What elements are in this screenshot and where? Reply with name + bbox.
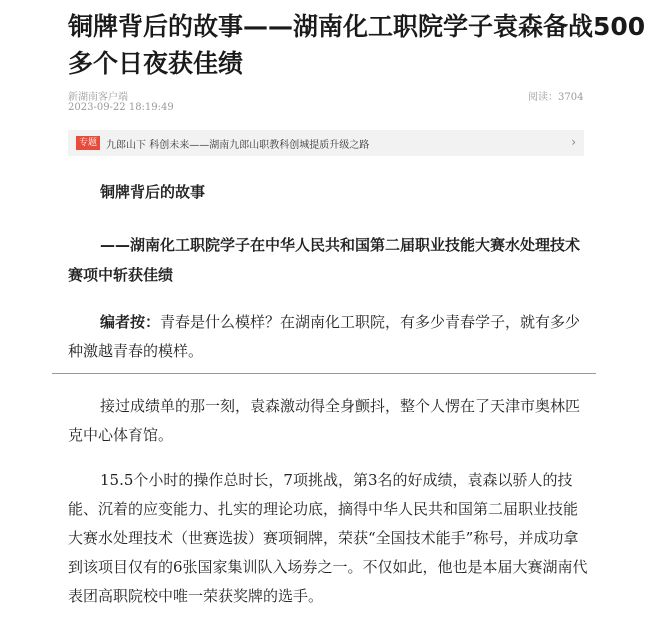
content-heading-1: 铜牌背后的故事 <box>100 183 206 201</box>
topic-link-text[interactable]: 九郎山下 科创未来——湖南九郎山职教科创城提质升级之路 <box>106 139 370 151</box>
article-source: 新湖南客户端 <box>68 92 128 103</box>
paragraph-1: 接过成绩单的那一刻，袁森激动得全身颤抖，整个人愣在了天津市奥林匹克中心体育馆。 <box>68 397 581 444</box>
topic-banner[interactable] <box>68 130 584 156</box>
section-divider <box>52 373 596 374</box>
chevron-right-icon[interactable]: › <box>571 135 576 149</box>
editor-note <box>68 308 588 366</box>
topic-badge: 专题 <box>76 136 100 150</box>
editor-note-text: 青春是什么模样？在湖南化工职院，有多少青春学子，就有多少种激越青春的模样。 <box>68 313 581 360</box>
article-views: 阅读：3704 <box>528 92 584 103</box>
article-time: 2023-09-22 18:19:49 <box>68 102 174 113</box>
article-title: 铜牌背后的故事——湖南化工职院学子袁森备战500多个日夜获佳绩 <box>68 12 646 78</box>
editor-note-label: 编者按： <box>100 313 161 331</box>
paragraph-2: 15.5个小时的操作总时长，7项挑战，第3名的好成绩，袁森以骄人的技能、沉着的应变能力、扎实的理论功底，摘得中华人民共和国第二届职业技能大赛水处理技术（世赛选拔）赛项铜牌，荣获“全国技术能手”称号，并成功拿到该项目仅有的6张国家集训队入场券之一。不仅如此，他也是本届大赛湖南代表团高职院校中唯一荣获奖牌的选手。 <box>68 471 588 605</box>
content-heading-2: ——湖南化工职院学子在中华人民共和国第二届职业技能大赛水处理技术赛项中斩获佳绩 <box>68 236 581 284</box>
